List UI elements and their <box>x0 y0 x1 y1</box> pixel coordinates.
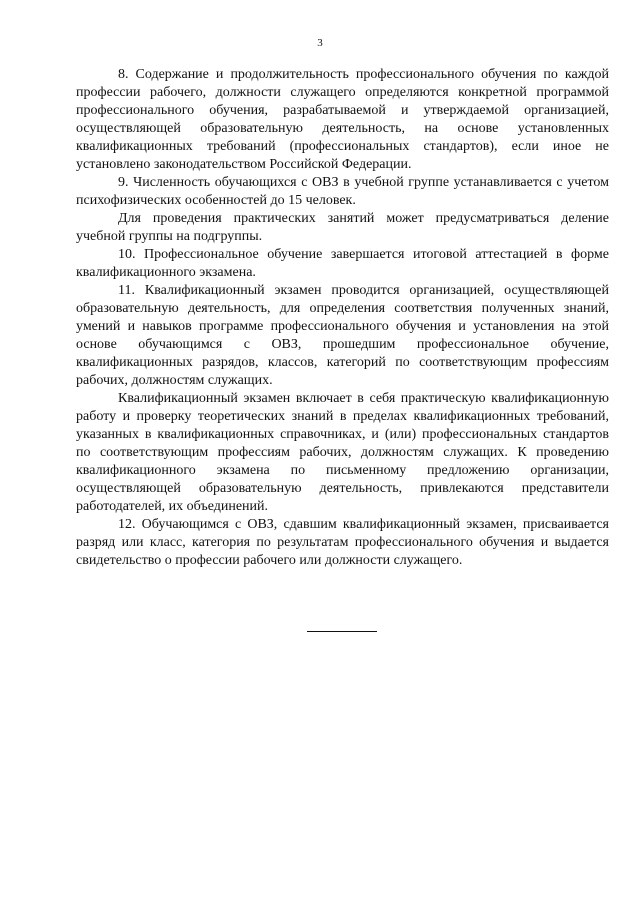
paragraph-11: 11. Квалификационный экзамен проводится организацией, осуществляющей образовательную деятельность, для определения соответствия полученных знаний, умений и навыков программе профессионального обучения и установления на этой основе обучающимся с ОВЗ, прошедшим профессиональное обучение, квалификационных разрядов, классов, категорий по соответствующим профессиям рабочих, должностям служащих. <box>76 283 609 388</box>
paragraph-9-note: Для проведения практических занятий может предусматриваться деление учебной группы на подгруппы. <box>76 211 609 244</box>
paragraph-12: 12. Обучающимся с ОВЗ, сдавшим квалификационный экзамен, присваивается разряд или класс, категория по результатам профессионального обучения и выдается свидетельство о профессии рабочего или должности служащего. <box>76 517 609 568</box>
page-number: 3 <box>317 37 323 49</box>
document-body <box>76 66 609 570</box>
paragraph-10: 10. Профессиональное обучение завершается итоговой аттестацией в форме квалификационного экзамена. <box>76 247 609 280</box>
paragraph-11-exam: Квалификационный экзамен включает в себя практическую квалификационную работу и проверку теоретических знаний в пределах квалификационных требований, указанных в квалификационных справочниках, и (или) профессиональных стандартов по соответствующим профессиям рабочих, должностям служащих. К проведению квалификационного экзамена по письменному предложению организации, осуществляющей образовательную деятельность, привлекаются представители работодателей, их объединений. <box>76 391 609 514</box>
end-of-document-rule <box>307 631 377 632</box>
paragraph-8: 8. Содержание и продолжительность профессионального обучения по каждой профессии рабочего, должности служащего определяются конкретной программой профессионального обучения, разрабатываемой и утверждаемой организацией, осуществляющей образовательную деятельность, на основе установленных квалификационных требований (профессиональных стандартов), если иное не установлено законодательством Российской Федерации. <box>76 67 609 172</box>
paragraph-9: 9. Численность обучающихся с ОВЗ в учебной группе устанавливается с учетом психофизических особенностей до 15 человек. <box>76 175 609 208</box>
